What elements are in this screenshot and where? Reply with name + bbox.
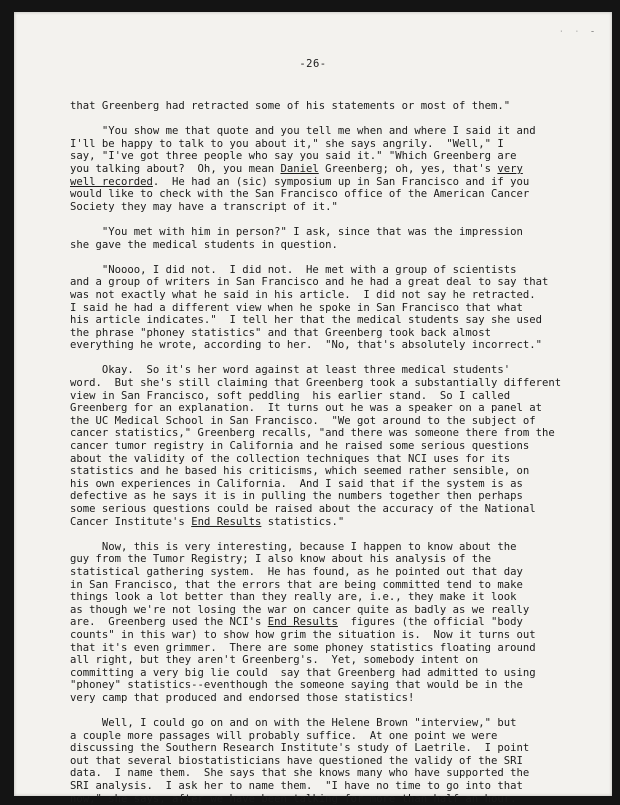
text-segment: figures (the official "body counts" in this war) to show how grim the situation is. Now it turns out that it's even grimmer. There are some phoney statistics floating around all right, but they aren't Greenberg's. Yet, somebody intent on committing a very big lie could say that Greenberg had admitted to using "phoney" statistics--eventhough the someone saying that would be in the very camp that produced and endorsed those statistics! [70,616,536,704]
text-segment: "You show me that quote and you tell me when and where I said it and I'll be happy to talk to you about it," she says angrily. "Well," I say, "I've got three people who say you said it." "Which Greenberg are you talking about? Oh, you mean [70,125,536,175]
page-number: -26- [299,58,327,70]
corner-marks: ˙ ˙ ˉ [558,30,598,39]
underlined-text: Daniel [280,162,319,175]
underlined-text: very [497,162,523,175]
text-segment: Now, this is very interesting, because I happen to know about the guy from the Tumor Registry; I also know about his analysis of the statistical gathering system. He has found, as he pointed out that day in San Francisco, that the errors that are being committed tend to make things look a lot better than they really are, i.e., they make it look as though we're not losing the war on cancer quite as badly as we really are. Greenberg used the NCI's [70,540,530,629]
text-segment: Greenberg; oh, yes, that's [318,162,498,175]
paragraph [70,100,600,113]
text-segment: Okay. So it's her word against at least three medical students' word. But she's still claiming that Greenberg took a substantially different view in San Francisco, soft peddling his earlier stand. So I called Greenberg for an explanation. It turns out he was a speaker on a panel at the UC Medical School in San Francisco. "We got around to the subject of cancer statistics," Greenberg recalls, "and there was someone there from the cancer tumor registry in California and he raised some serious questions about the validity of the collection techniques that NCI uses for its statistics and he based his criticisms, which seemed rather sensible, on his own experiences in California. And I said that if the system is as defective as he says it is in pulling the numbers together then perhaps some serious questions could be raised about the accuracy of the National Cancer Institute's [70,364,562,528]
paragraph [70,541,600,705]
paragraph [70,125,600,213]
text-segment: . He had an (sic) symposium up in San Francisco and if you would like to check with the San Francisco office of the American Cancer Society they may have a transcript of it." [70,175,530,213]
document-body [70,100,600,805]
text-segment: statistics." [261,515,345,528]
document-page [14,12,612,805]
text-segment: "Noooo, I did not. I did not. He met with a group of scientists and a group of writers in San Francisco and he had a great deal to say that was not exactly what he said in his article. I did not say he retracted. I said he had a different view when he spoke in San Francisco that what his article indicates." I tell her that the medical students say she used the phrase "phoney statistics" and that Greenberg took back almost everything he wrote, according to her. "No, that's absolutely incorrect." [70,263,549,352]
paragraph [70,264,600,352]
text-segment: Well, I could go on and on with the Helene Brown "interview," but a couple more passages will probably suffice. At one point we were discussing the Southern Research Institute's study of Laetrile. I point out that several biostatisticians have questioned the validy of the SRI data. I name them. She says that she knows many who have supported the SRI analysis. I ask her to name them. "I have no time to go into that now," she says, after we have been talking for more than half an hour. [70,717,530,805]
text-segment: that Greenberg had retracted some of his statements or most of them." [70,100,511,112]
underlined-text: End Results [191,515,262,528]
text-segment: "You met with him in person?" I ask, since that was the impression she gave the medical students in question. [70,225,523,251]
underlined-text: End Results [267,616,338,629]
paragraph [70,717,600,805]
paragraph [70,364,600,528]
underlined-text: well recorded [70,175,153,188]
paragraph [70,226,600,251]
